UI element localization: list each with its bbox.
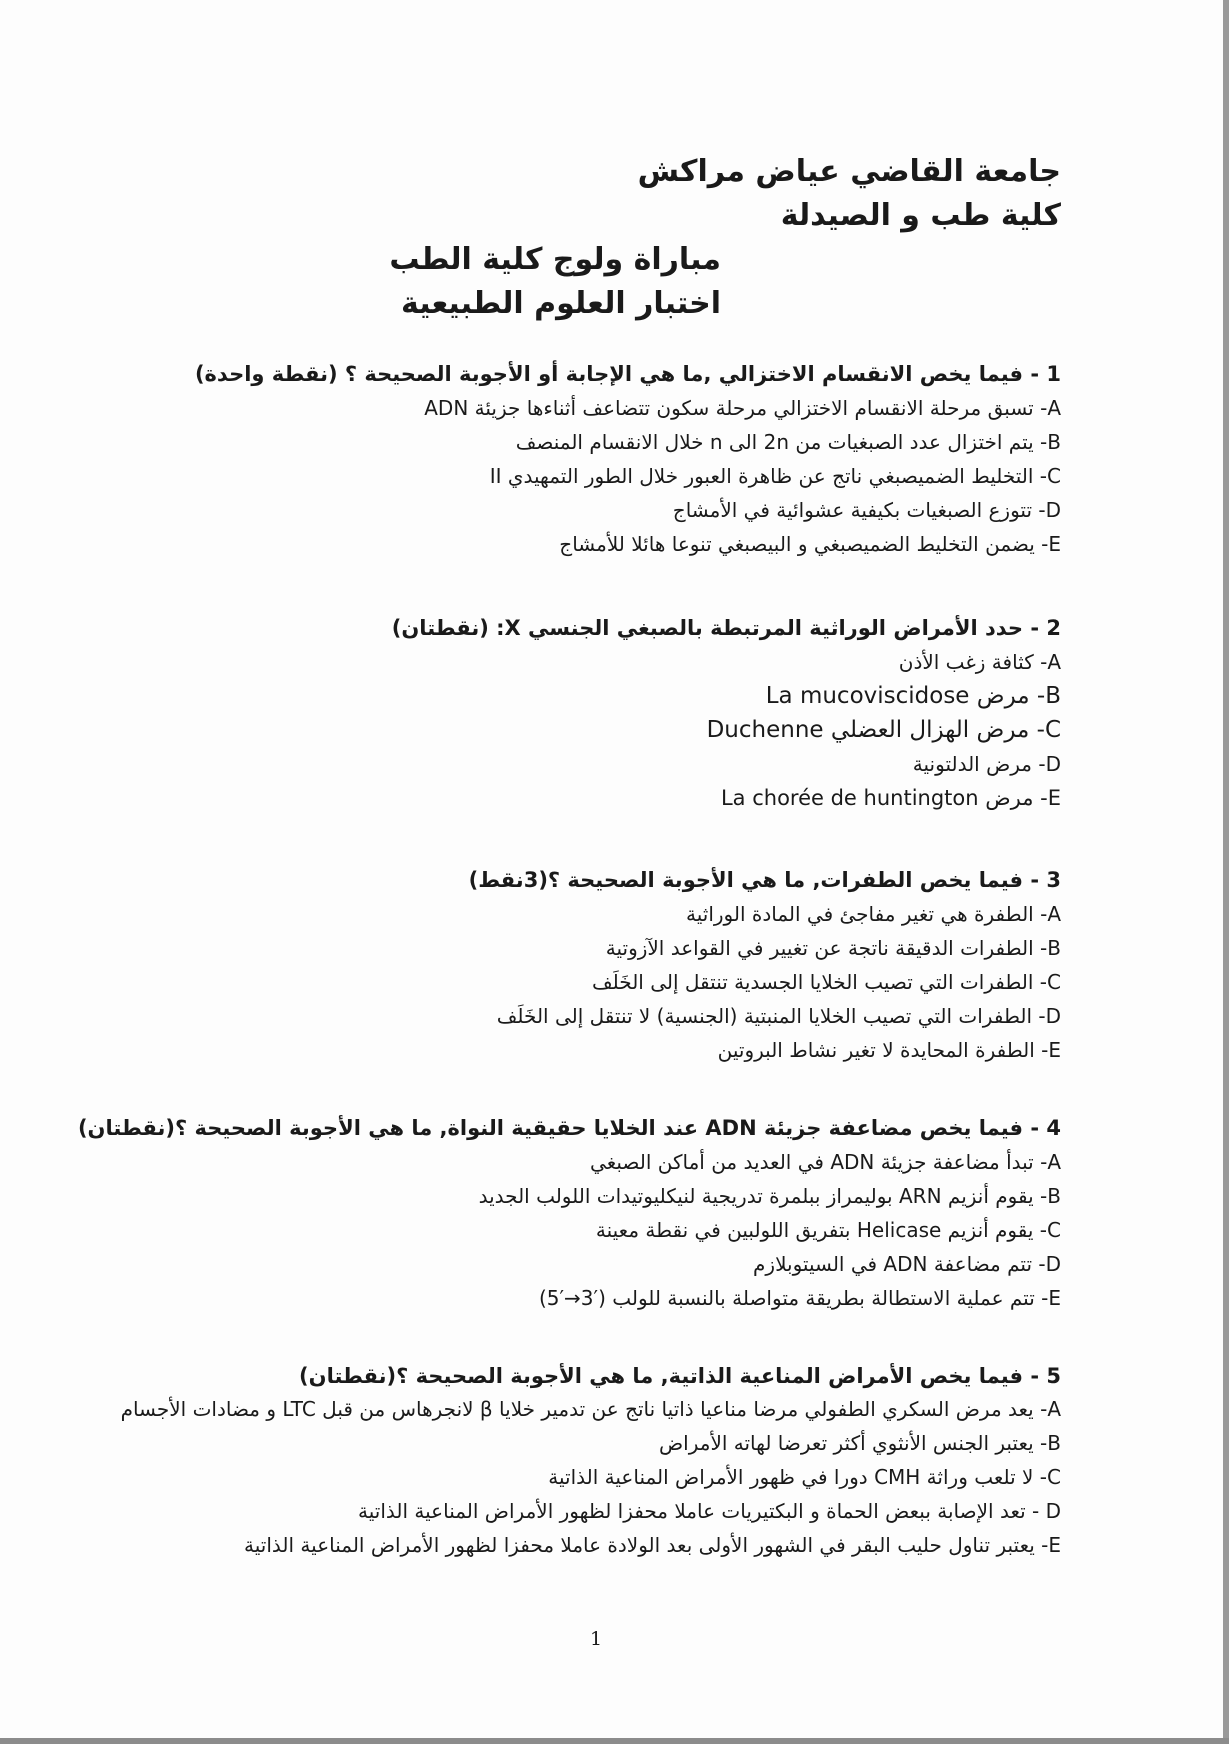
option-c: C- التخليط الضميصبغي ناتج عن ظاهرة العبور خلال الطور التمهيدي II [489,464,1061,488]
option-e: E- يعتبر تناول حليب البقر في الشهور الأولى بعد الولادة عاملا محفزا لظهور الأمراض المناعية الذاتية [244,1533,1061,1557]
option-b: B- يقوم أنزيم ARN بوليمراز ببلمرة تدريجية لنيكليوتيدات اللولب الجديد [478,1184,1061,1208]
option-b: B- مرض La mucoviscidose [765,683,1061,709]
option-b: B- يعتبر الجنس الأنثوي أكثر تعرضا لهاته الأمراض [658,1431,1061,1455]
question-title: 4 - فيما يخص مضاعفة جزيئة ADN عند الخلايا حقيقية النواة, ما هي الأجوبة الصحيحة ؟(نقطتان) [77,1116,1061,1140]
option-e: E- تتم عملية الاستطالة بطريقة متواصلة بالنسبة للولب (‎5′→3′‎) [538,1286,1061,1310]
option-a: A- الطفرة هي تغير مفاجئ في المادة الوراثية [686,902,1061,926]
scan-edge-bottom [0,1738,1229,1744]
option-a: A- كثافة زغب الأذن [898,650,1061,674]
question-title: 5 - فيما يخص الأمراض المناعية الذاتية, ما هي الأجوبة الصحيحة ؟(نقطتان) [299,1364,1061,1388]
university-name: جامعة القاضي عياض مراكش [637,154,1061,189]
option-d: D- مرض الدلتونية [912,752,1061,776]
option-b: B- يتم اختزال عدد الصبغيات من 2n الى n خلال الانقسام المنصف [515,430,1061,454]
option-d: D - تعد الإصابة ببعض الحماة و البكتيريات عاملا محفزا لظهور الأمراض المناعية الذاتية [358,1499,1061,1523]
option-c: C- يقوم أنزيم Helicase بتفريق اللولبين في نقطة معينة [595,1218,1061,1242]
question-title: 2 - حدد الأمراض الوراثية المرتبطة بالصبغي الجنسي X: (نقطتان) [391,616,1061,640]
option-e: E- الطفرة المحايدة لا تغير نشاط البروتين [717,1038,1061,1062]
scan-edge-right [1223,0,1229,1744]
faculty-name: كلية طب و الصيدلة [780,198,1061,233]
question-2 [0,612,1061,815]
option-a: A- تسبق مرحلة الانقسام الاختزالي مرحلة سكون تتضاعف أثناءها جزيئة ADN [424,396,1061,420]
option-d: D- تتم مضاعفة ADN في السيتوبلازم [753,1252,1061,1276]
option-d: D- تتوزع الصبغيات بكيفية عشوائية في الأمشاج [672,498,1061,522]
question-1 [0,358,1061,561]
option-b: B- الطفرات الدقيقة ناتجة عن تغيير في القواعد الآزوتية [605,936,1061,960]
question-title: 3 - فيما يخص الطفرات, ما هي الأجوبة الصحيحة ؟(3نقط) [468,868,1061,892]
exam-title: مباراة ولوج كلية الطب [389,242,721,277]
exam-title-block [389,238,721,326]
option-c: C- مرض الهزال العضلي Duchenne [706,717,1061,743]
option-c: C- الطفرات التي تصيب الخلايا الجسدية تنتقل إلى الخَلَف [591,970,1061,994]
option-d: D- الطفرات التي تصيب الخلايا المنبتية (الجنسية) لا تنتقل إلى الخَلَف [496,1004,1061,1028]
question-4 [0,1112,1061,1315]
option-a: A- تبدأ مضاعفة جزيئة ADN في العديد من أماكن الصبغي [590,1150,1061,1174]
option-e: E- يضمن التخليط الضميصبغي و البيصبغي تنوعا هائلا للأمشاج [559,532,1061,556]
option-a: A- يعد مرض السكري الطفولي مرضا مناعيا ذاتيا ناتج عن تدمير خلايا β لانجرهاس من قبل LTC و مضادات الأجسام [120,1397,1061,1421]
page-number: 1 [590,1628,603,1650]
question-3 [0,864,1061,1067]
option-c: C- لا تلعب وراثة CMH دورا في ظهور الأمراض المناعية الذاتية [548,1465,1061,1489]
exam-subject: اختبار العلوم الطبيعية [401,286,721,321]
question-5 [0,1360,1061,1562]
document-header [638,150,1061,238]
question-title: 1 - فيما يخص الانقسام الاختزالي ,ما هي الإجابة أو الأجوبة الصحيحة ؟ (نقطة واحدة) [194,362,1061,386]
option-e: E- مرض La chorée de huntington [720,786,1061,810]
